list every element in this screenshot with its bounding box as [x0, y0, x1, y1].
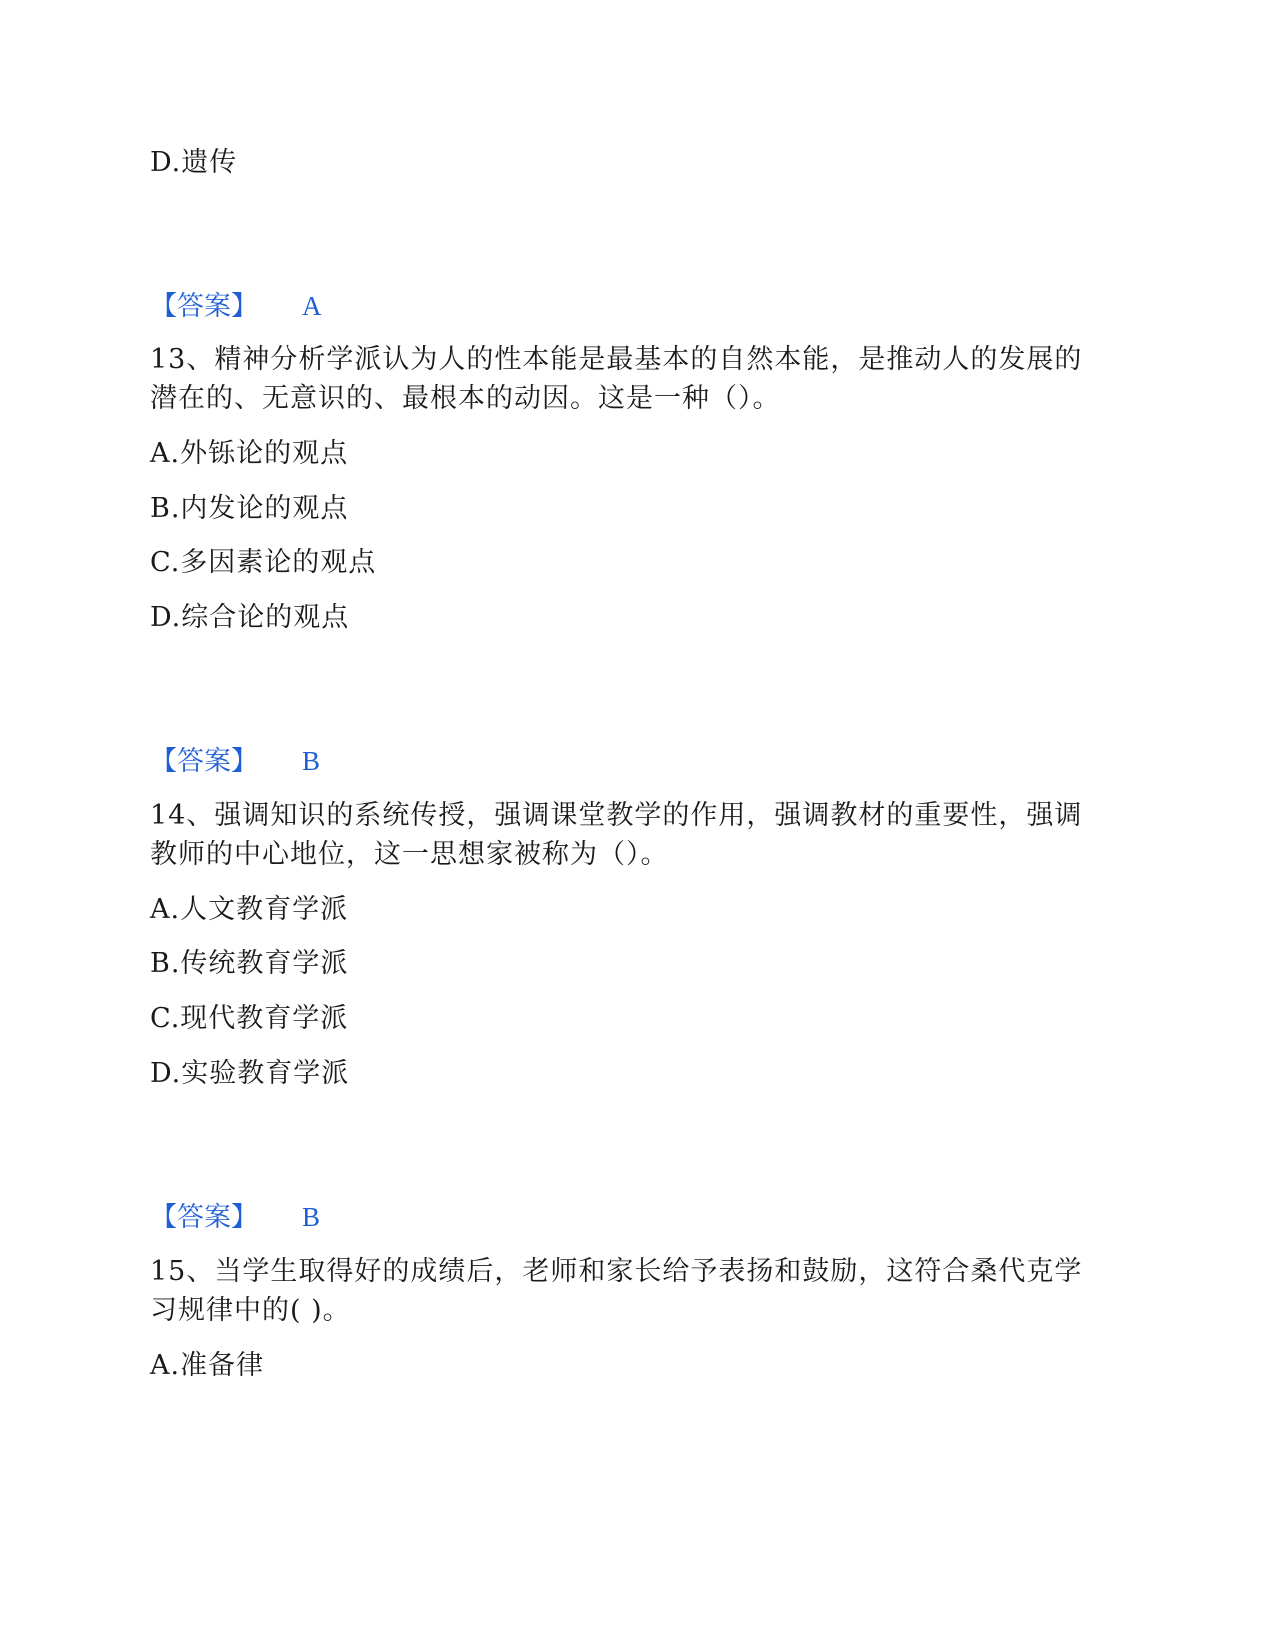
q13-option-d: D.综合论的观点 — [150, 602, 350, 633]
q14-option-d: D.实验教育学派 — [150, 1058, 350, 1089]
answer-value: A — [302, 291, 322, 321]
answer-value: B — [302, 1202, 321, 1232]
q13-stem-line2: 潜在的、无意识的、最根本的动因。这是一种（）。 — [150, 383, 781, 414]
q14-option-b: B.传统教育学派 — [150, 948, 349, 979]
q14-answer — [150, 1199, 320, 1236]
q14-option-a: A.人文教育学派 — [150, 894, 349, 925]
q12-option-d: D.遗传 — [150, 147, 238, 178]
q13-stem-line1: 13、精神分析学派认为人的性本能是最基本的自然本能，是推动人的发展的 — [150, 344, 1083, 375]
q13-option-c: C.多因素论的观点 — [150, 547, 377, 578]
q15-option-a: A.准备律 — [150, 1350, 265, 1381]
q15-stem-line1: 15、当学生取得好的成绩后，老师和家长给予表扬和鼓励，这符合桑代克学 — [150, 1256, 1083, 1287]
q13-answer — [150, 743, 320, 780]
q12-answer — [150, 288, 322, 325]
answer-label: 【答案】 — [150, 746, 258, 777]
answer-label: 【答案】 — [150, 291, 258, 322]
q14-option-c: C.现代教育学派 — [150, 1003, 349, 1034]
q14-stem-line1: 14、强调知识的系统传授，强调课堂教学的作用，强调教材的重要性，强调 — [150, 800, 1083, 831]
q13-option-a: A.外铄论的观点 — [150, 438, 349, 469]
answer-label: 【答案】 — [150, 1202, 258, 1233]
q13-option-b: B.内发论的观点 — [150, 493, 349, 524]
q14-stem-line2: 教师的中心地位，这一思想家被称为（）。 — [150, 839, 669, 870]
answer-value: B — [302, 746, 321, 776]
q15-stem-line2: 习规律中的( )。 — [150, 1295, 351, 1326]
